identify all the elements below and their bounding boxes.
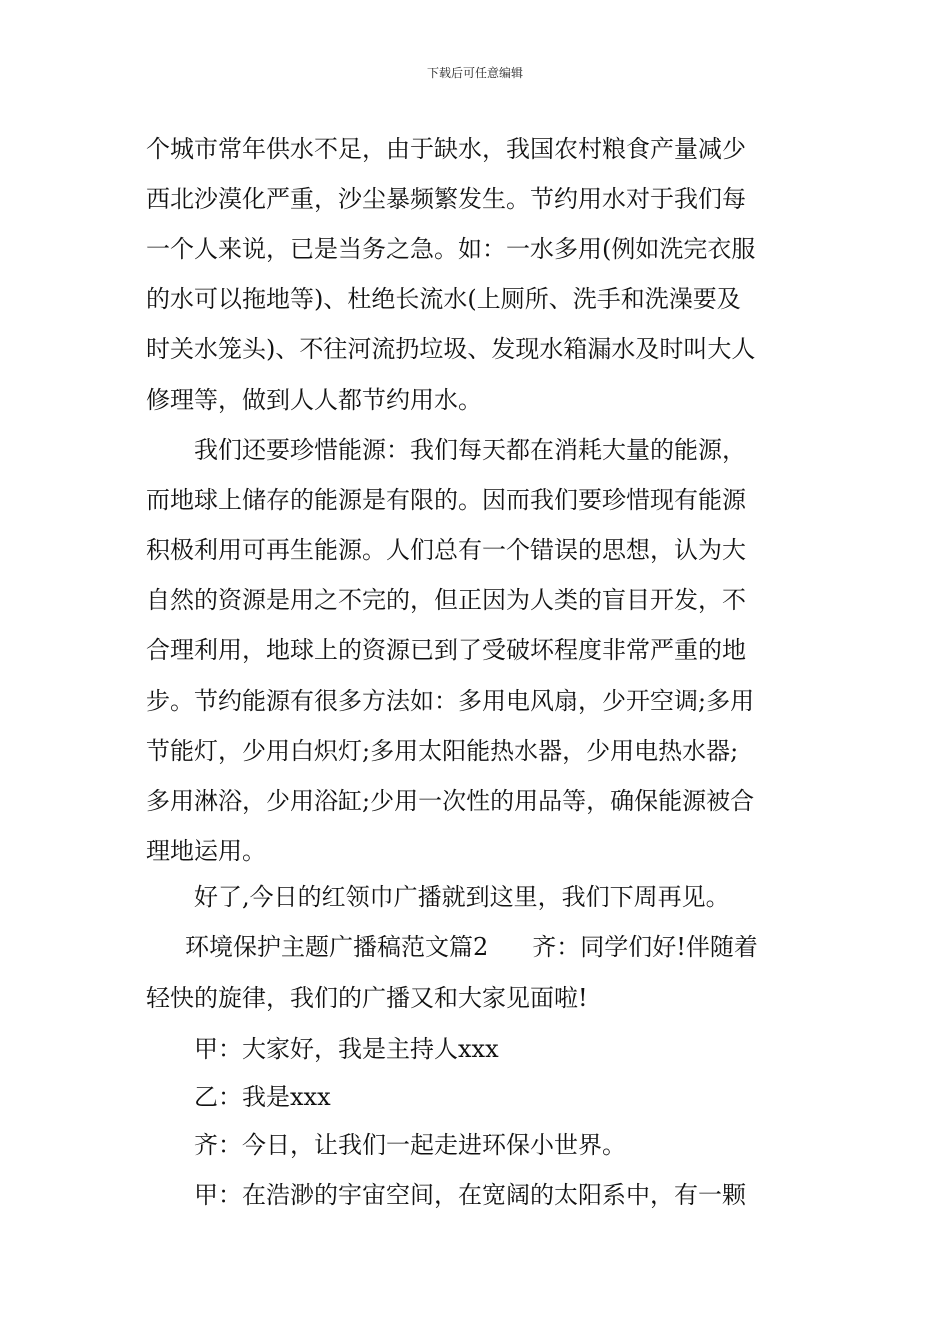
body-line: 修理等，做到人人都节约用水。 <box>146 386 482 414</box>
dialogue-line: 甲：大家好，我是主持人xxx <box>194 1035 499 1063</box>
body-line: 轻快的旋律，我们的广播又和大家见面啦! <box>146 984 588 1012</box>
dialogue-line: 乙：我是xxx <box>194 1083 331 1111</box>
body-line: 时关水笼头)、不往河流扔垃圾、发现水箱漏水及时叫大人 <box>146 335 756 363</box>
section-title-rest: 齐：同学们好!伴随着 <box>532 933 758 961</box>
section-title: 环境保护主题广播稿范文篇2 <box>185 933 489 961</box>
body-line: 多用淋浴，少用浴缸;少用一次性的用品等，确保能源被合 <box>146 787 755 815</box>
section-heading-line <box>185 931 758 963</box>
paragraph-start-line: 好了,今日的红领巾广播就到这里，我们下周再见。 <box>194 883 730 911</box>
page-header-note: 下载后可任意编辑 <box>426 66 523 80</box>
body-line: 而地球上储存的能源是有限的。因而我们要珍惜现有能源 <box>146 486 746 514</box>
body-line: 自然的资源是用之不完的，但正因为人类的盲目开发，不 <box>146 586 746 614</box>
dialogue-line: 甲：在浩渺的宇宙空间，在宽阔的太阳系中，有一颗 <box>194 1181 746 1209</box>
body-line: 节能灯，少用白炽灯;多用太阳能热水器，少用电热水器; <box>146 737 739 765</box>
dialogue-line: 齐：今日，让我们一起走进环保小世界。 <box>194 1131 626 1159</box>
paragraph-start-line: 我们还要珍惜能源：我们每天都在消耗大量的能源， <box>194 436 746 464</box>
body-line: 西北沙漠化严重，沙尘暴频繁发生。节约用水对于我们每 <box>146 185 746 213</box>
body-line: 一个人来说，已是当务之急。如：一水多用(例如洗完衣服 <box>146 235 756 263</box>
body-line: 合理利用，地球上的资源已到了受破坏程度非常严重的地 <box>146 636 746 664</box>
body-line: 积极利用可再生能源。人们总有一个错误的思想，认为大 <box>146 536 746 564</box>
body-line: 个城市常年供水不足，由于缺水，我国农村粮食产量减少 <box>146 135 746 163</box>
body-line: 的水可以拖地等)、杜绝长流水(上厕所、洗手和洗澡要及 <box>146 285 741 313</box>
body-line: 理地运用。 <box>146 837 266 865</box>
body-line: 步。节约能源有很多方法如：多用电风扇，少开空调;多用 <box>146 687 755 715</box>
